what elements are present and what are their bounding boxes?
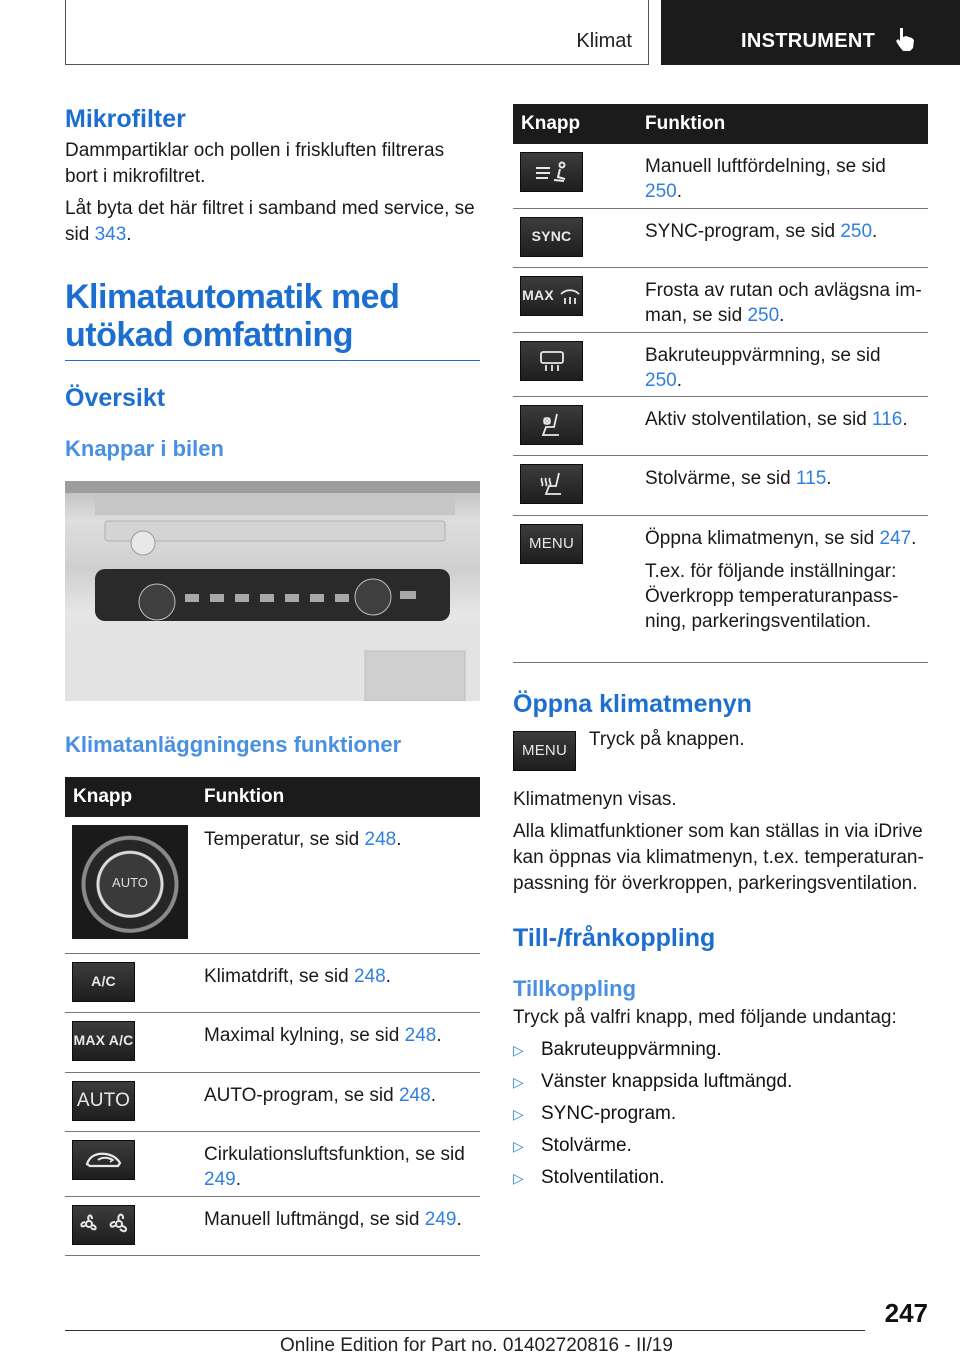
exceptions-list — [513, 1037, 928, 1191]
menu-button-inline[interactable]: MENU — [513, 731, 576, 771]
table-row: A/C Klimatdrift, se sid 248. — [65, 953, 480, 1012]
windshield-defrost-icon — [559, 286, 581, 306]
page-link[interactable]: 249 — [204, 1168, 236, 1190]
col-knapp: Knapp — [65, 777, 196, 817]
air-distribution-button[interactable] — [520, 152, 583, 192]
table-row: Stolvärme, se sid 115. — [513, 455, 928, 515]
page-link[interactable]: 250 — [840, 220, 873, 242]
rear-defrost-button[interactable] — [520, 341, 583, 381]
chapter-tab-label: INSTRUMENT — [741, 30, 876, 52]
list-item: ▷ Stolvärme. — [513, 1133, 928, 1159]
tillkoppling-heading: Tillkoppling — [513, 975, 637, 1001]
functions-table-left — [65, 777, 480, 1256]
oversikt-heading: Översikt — [65, 384, 166, 412]
table-row: Aktiv stolventilation, se sid 116. — [513, 396, 928, 455]
recirculation-car-icon — [84, 1149, 124, 1171]
max-defrost-button[interactable]: MAX — [520, 276, 583, 316]
menu-button[interactable]: MENU — [520, 524, 583, 564]
recirculation-button[interactable] — [72, 1140, 135, 1180]
open-menu-instruction: Tryck på knappen. — [589, 728, 745, 750]
fan-off-icon — [76, 1210, 132, 1240]
funktioner-heading: Klimatanläggningens funktioner — [65, 732, 402, 757]
table-row: SYNC SYNC-program, se sid 250. — [513, 208, 928, 267]
page-link[interactable]: 248 — [353, 965, 386, 987]
header-section-box — [65, 0, 649, 65]
main-heading: Klimatautomatik med utökad omfattning — [65, 278, 480, 361]
functions-table-right — [513, 104, 928, 663]
seat-heating-button[interactable] — [520, 464, 583, 504]
pointing-hand-icon — [895, 26, 917, 57]
open-menu-row — [513, 728, 928, 773]
mikrofilter-text-1: Dammpartiklar och pollen i friskluften filtreras bort i mikrofiltret. — [65, 140, 445, 187]
seat-ventilation-icon — [537, 411, 567, 439]
list-item: ▷ Vänster knappsida luftmängd. — [513, 1069, 928, 1095]
table-row: Bakruteuppvärmning, se sid 250. — [513, 332, 928, 396]
page-link[interactable]: 343 — [94, 224, 127, 245]
page-link[interactable]: 116 — [872, 408, 903, 430]
mikrofilter-heading: Mikrofilter — [65, 105, 186, 133]
open-menu-description: Alla klimatfunktioner som kan ställas in via iDrive kan öppnas via klimatmenyn, t.ex. temperaturanpassning för överkroppen, parkeringsventilation. — [513, 820, 924, 894]
page-link[interactable]: 249 — [424, 1208, 457, 1230]
triangle-bullet-icon: ▷ — [513, 1073, 524, 1090]
triangle-bullet-icon: ▷ — [513, 1137, 524, 1154]
page-link[interactable]: 250 — [645, 181, 677, 202]
sync-button[interactable]: SYNC — [520, 217, 583, 257]
auto-button[interactable]: AUTO — [72, 1081, 135, 1121]
triangle-bullet-icon: ▷ — [513, 1041, 524, 1058]
seat-heating-icon — [537, 470, 567, 498]
list-item: ▷ Stolventilation. — [513, 1165, 928, 1191]
open-menu-result: Klimatmenyn visas. — [513, 788, 677, 810]
mikrofilter-text-2: Låt byta det här filtret i samband med service, se sid 343. — [65, 198, 475, 245]
table-row: AUTO AUTO-program, se sid 248. — [65, 1072, 480, 1131]
climate-panel-photo — [65, 481, 480, 701]
col-knapp: Knapp — [513, 104, 637, 144]
page-link[interactable]: 248 — [404, 1024, 437, 1046]
rear-defrost-icon — [537, 349, 567, 373]
page-link[interactable]: 250 — [747, 304, 780, 326]
table-row: MAX Frosta av rutan och avlägsna imman, se sid 250. — [513, 267, 928, 332]
col-funktion: Funktion — [637, 104, 928, 144]
left-column — [65, 104, 480, 1256]
footer-edition: Online Edition for Part no. 01402720816 - II/19 — [280, 1335, 673, 1356]
air-distribution-icon — [532, 159, 572, 185]
table-row: MAX A/C Maximal kylning, se sid 248. — [65, 1012, 480, 1072]
triangle-bullet-icon: ▷ — [513, 1169, 524, 1186]
ac-button[interactable]: A/C — [72, 962, 135, 1002]
right-column — [513, 104, 928, 1197]
table-row: MENU Öppna klimatmenyn, se sid 247. T.ex. för följande inställningar: Överkropp temperaturanpassning, parkeringsventilation. — [513, 515, 928, 662]
footer-divider — [65, 1330, 865, 1331]
page-link[interactable]: 115 — [796, 467, 827, 489]
table-row: AUTO Temperatur, se sid 248. — [65, 817, 480, 953]
seat-ventilation-button[interactable] — [520, 405, 583, 445]
list-item: ▷ SYNC-program. — [513, 1101, 928, 1127]
table-row: Manuell luftfördelning, se sid 250. — [513, 144, 928, 208]
fan-button[interactable] — [72, 1205, 135, 1245]
table-row: Cirkulationsluftsfunktion, se sid 249. — [65, 1131, 480, 1196]
page-link[interactable]: 248 — [364, 829, 397, 850]
max-ac-button[interactable]: MAX A/C — [72, 1021, 135, 1061]
knappar-heading: Knappar i bilen — [65, 436, 224, 461]
triangle-bullet-icon: ▷ — [513, 1105, 524, 1122]
page-link[interactable]: 247 — [879, 527, 912, 549]
page-link[interactable]: 250 — [645, 369, 677, 391]
page-number: 247 — [884, 1298, 928, 1328]
menu-extra-text: T.ex. för följande inställningar: Överkropp temperaturanpassning, parkeringsventilation. — [645, 560, 899, 632]
chapter-tab[interactable] — [661, 0, 960, 65]
temperature-knob-image[interactable]: AUTO — [72, 825, 188, 939]
page-link[interactable]: 248 — [398, 1084, 431, 1106]
section-title: Klimat — [576, 30, 632, 52]
table-row: Manuell luftmängd, se sid 249. — [65, 1196, 480, 1255]
list-item: ▷ Bakruteuppvärmning. — [513, 1037, 928, 1063]
tillkoppling-text: Tryck på valfri knapp, med följande undantag: — [513, 1006, 897, 1028]
open-menu-heading: Öppna klimatmenyn — [513, 689, 752, 718]
col-funktion: Funktion — [196, 777, 480, 817]
till-heading: Till-/frånkoppling — [513, 923, 716, 952]
